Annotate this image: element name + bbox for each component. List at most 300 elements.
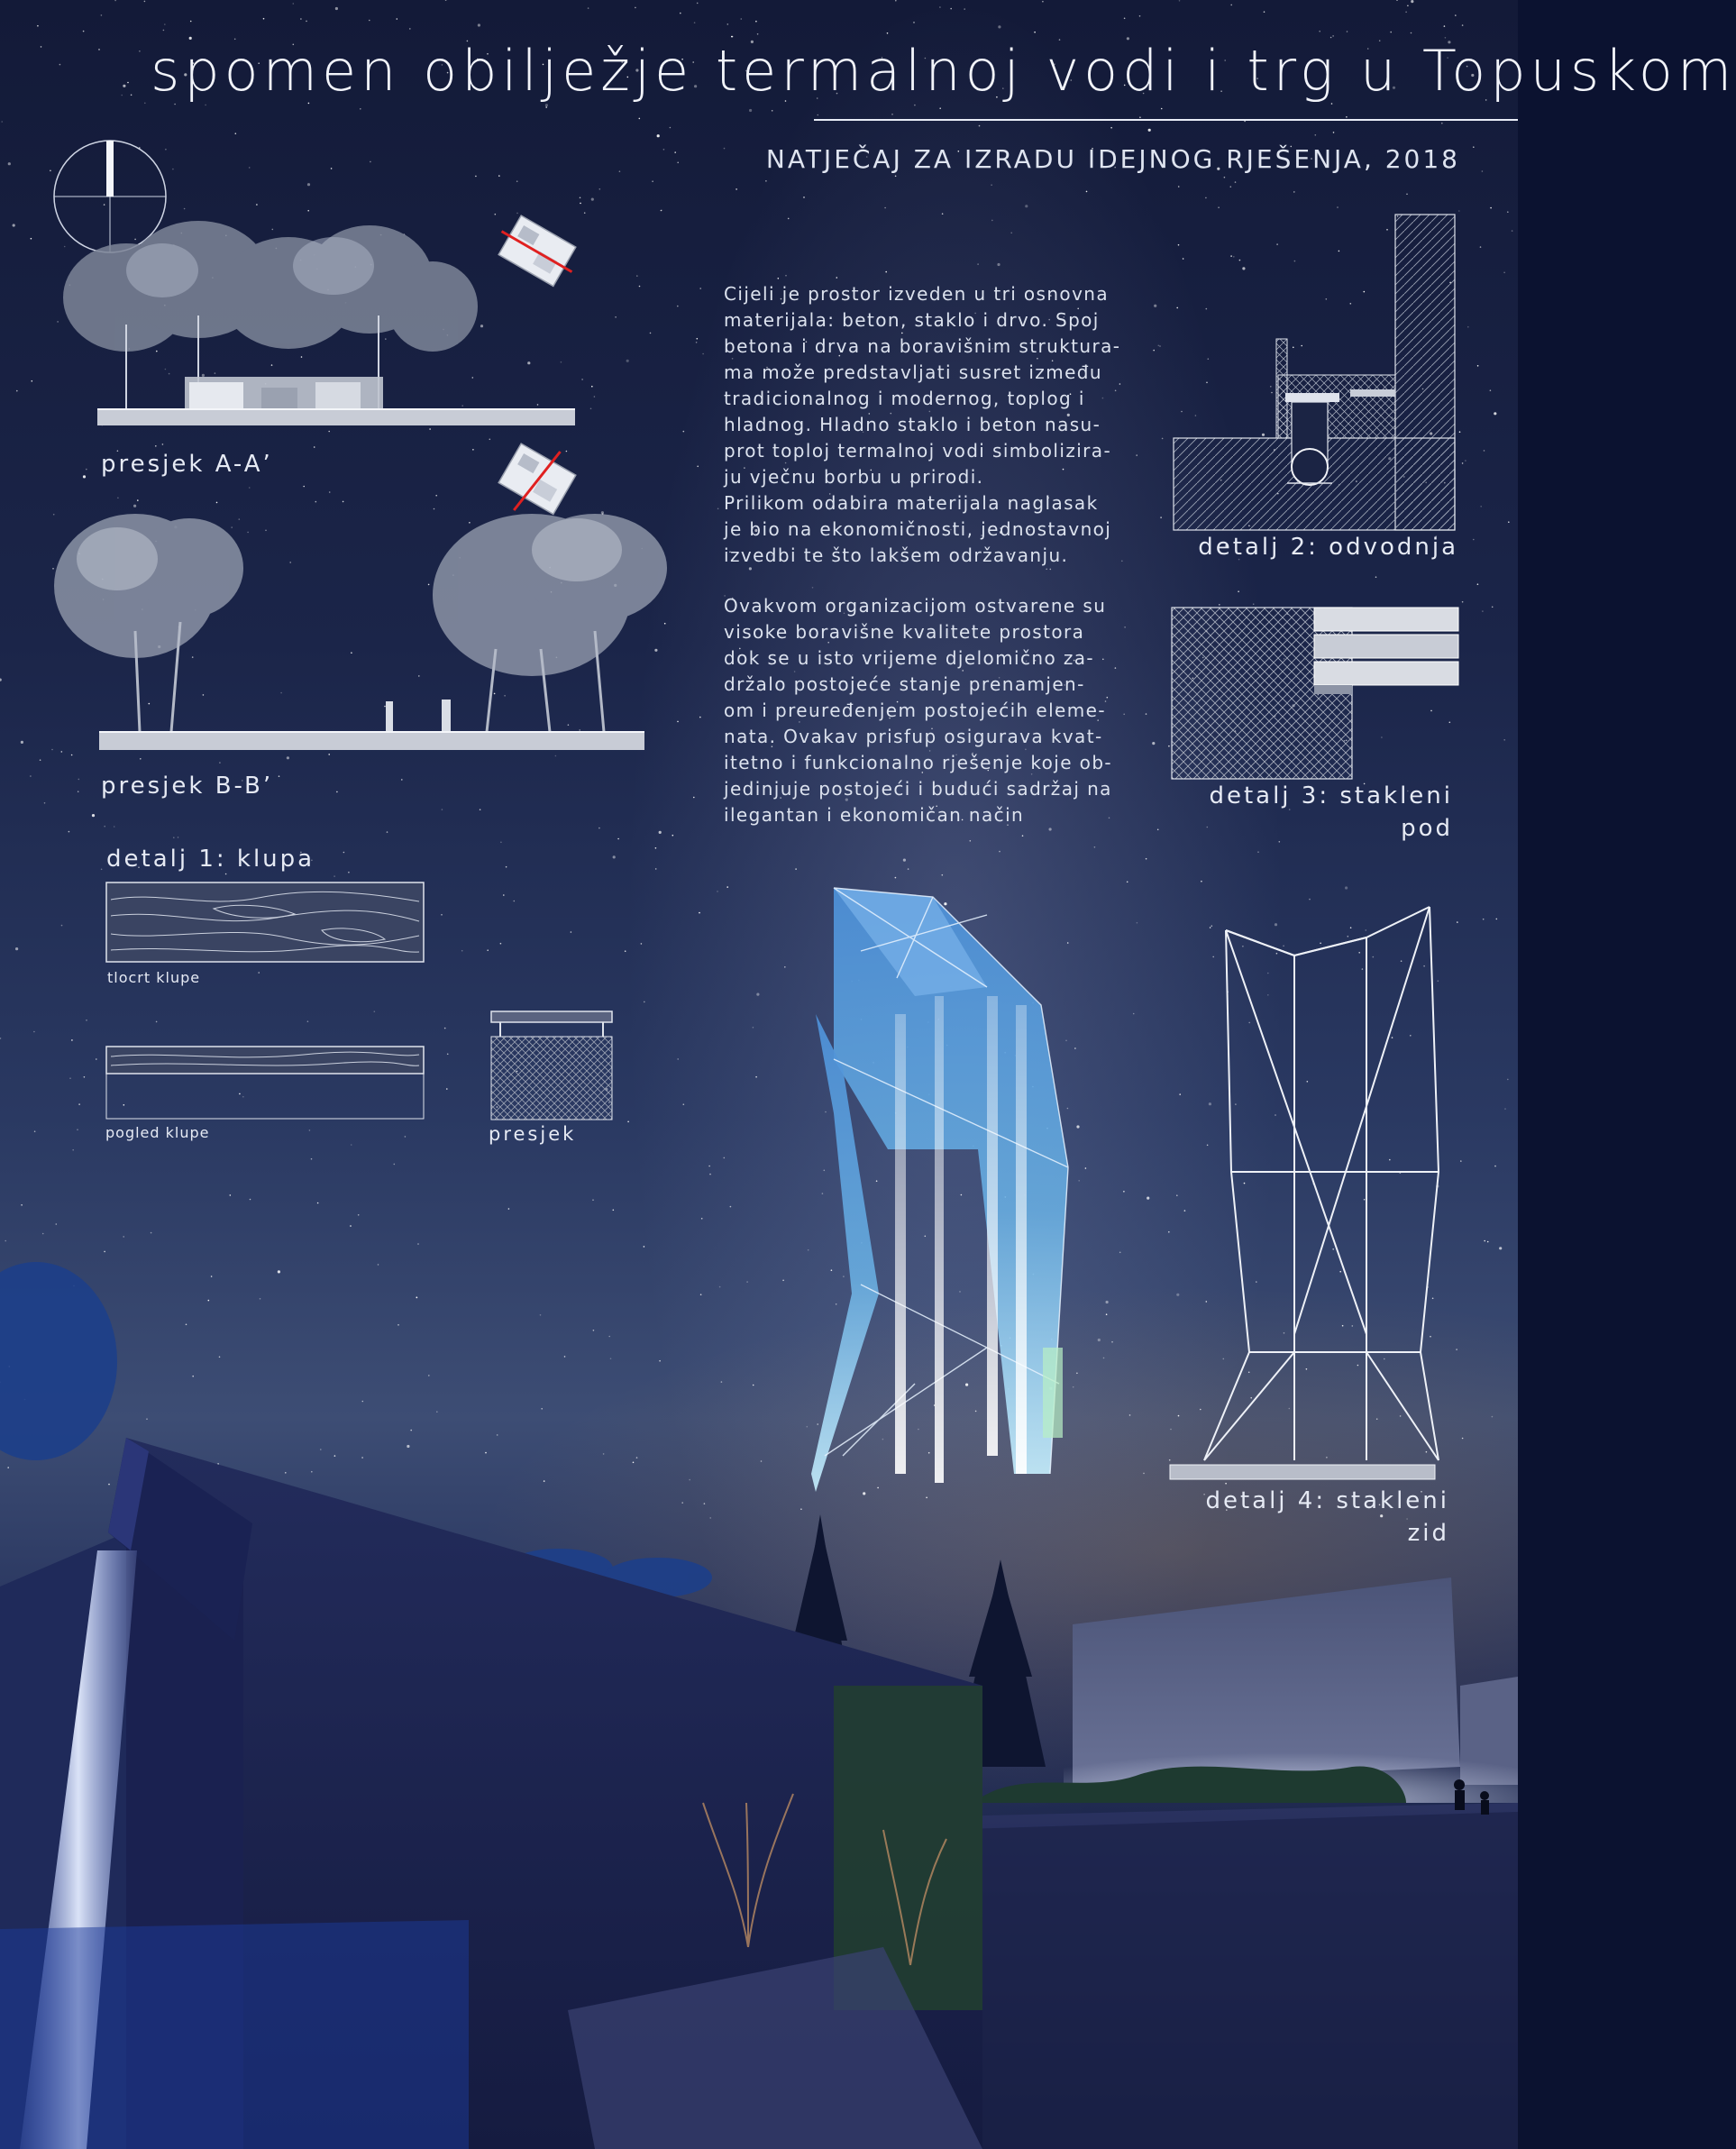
- star: [717, 891, 718, 892]
- star: [1337, 206, 1339, 208]
- star: [351, 1144, 352, 1146]
- star: [997, 263, 1000, 266]
- star: [333, 875, 335, 877]
- star: [1146, 713, 1147, 715]
- star: [1490, 389, 1492, 391]
- star: [1178, 186, 1180, 187]
- star: [1153, 350, 1155, 352]
- star: [626, 360, 629, 362]
- star: [697, 338, 699, 340]
- star: [31, 238, 32, 240]
- star: [895, 176, 897, 178]
- star: [1115, 390, 1117, 392]
- star: [699, 912, 700, 914]
- star: [639, 286, 641, 288]
- star: [755, 21, 757, 23]
- star: [999, 851, 1000, 853]
- star: [1477, 365, 1479, 367]
- star: [1375, 576, 1377, 578]
- bench-plan-label: tlocrt klupe: [107, 969, 201, 986]
- star: [303, 486, 305, 488]
- star: [139, 50, 141, 52]
- star: [1146, 858, 1147, 860]
- text-line: visoke boravišne kvalitete prostora: [724, 621, 1085, 643]
- star: [444, 1028, 446, 1029]
- star: [727, 23, 729, 25]
- star: [72, 1149, 74, 1151]
- star: [939, 6, 941, 8]
- star: [1152, 742, 1155, 745]
- text-line: nata. Ovakav prisfup osigurava kvat-: [724, 726, 1103, 747]
- star: [506, 866, 507, 868]
- star: [1179, 0, 1181, 2]
- star: [205, 105, 206, 106]
- star: [41, 46, 42, 48]
- star: [617, 838, 619, 840]
- star: [387, 831, 388, 833]
- star: [887, 32, 889, 34]
- star: [163, 30, 165, 32]
- star: [1224, 177, 1226, 178]
- star: [32, 380, 33, 382]
- star: [613, 1210, 615, 1212]
- star: [1230, 5, 1232, 6]
- star: [979, 125, 981, 127]
- star: [696, 342, 698, 343]
- star: [1293, 191, 1295, 193]
- star: [1390, 32, 1392, 33]
- star: [1010, 233, 1012, 234]
- star: [1319, 31, 1320, 32]
- detail-4-label-line-2: zid: [1407, 1520, 1449, 1547]
- section-a-label: presjek A-A’: [101, 451, 273, 478]
- star: [445, 0, 447, 1]
- star: [350, 1225, 352, 1227]
- star: [635, 7, 636, 9]
- star: [1462, 601, 1464, 603]
- star: [697, 3, 699, 5]
- star: [1484, 450, 1485, 452]
- star: [307, 210, 309, 212]
- text-line: je bio na ekonomičnosti, jednostavnoj: [724, 518, 1112, 540]
- star: [314, 446, 315, 448]
- star: [1025, 205, 1028, 207]
- star: [709, 1174, 711, 1175]
- star: [1457, 921, 1458, 923]
- star: [1458, 210, 1460, 212]
- star: [397, 18, 398, 20]
- star: [1496, 919, 1498, 920]
- star: [1147, 1197, 1149, 1200]
- star: [59, 64, 61, 66]
- star: [1159, 345, 1161, 347]
- glass-wall-detail-drawing: [1168, 901, 1439, 1487]
- star: [592, 1199, 594, 1201]
- star: [151, 1232, 152, 1234]
- star: [964, 8, 965, 10]
- star: [1158, 345, 1160, 347]
- text-line: itetno i funkcionalno rješenje koje ob-: [724, 752, 1113, 773]
- star: [726, 886, 728, 888]
- star: [514, 901, 516, 902]
- text-line: betona i drva na boravišnim struktura-: [724, 335, 1121, 357]
- star: [329, 491, 331, 493]
- star: [96, 1058, 97, 1060]
- star: [1347, 31, 1348, 32]
- star: [1205, 197, 1207, 199]
- star: [348, 872, 350, 873]
- star: [908, 868, 909, 870]
- star: [83, 475, 86, 478]
- glass-sculpture-render: [807, 879, 1095, 1510]
- star: [788, 218, 790, 220]
- star: [1123, 1191, 1125, 1193]
- star: [293, 3, 295, 5]
- star: [836, 277, 838, 279]
- star: [1484, 1240, 1485, 1242]
- star: [644, 1001, 645, 1003]
- star: [250, 1199, 251, 1201]
- star: [625, 950, 626, 952]
- star: [317, 1203, 319, 1204]
- star: [374, 1010, 376, 1012]
- star: [16, 390, 18, 392]
- star: [1148, 129, 1151, 132]
- star: [1133, 1013, 1135, 1015]
- star: [56, 1223, 58, 1225]
- title-underline: [0, 115, 1518, 124]
- text-line: izvedbi te što lakšem održavanju.: [724, 544, 1069, 566]
- star: [1309, 899, 1311, 901]
- star: [307, 183, 310, 186]
- star: [1482, 610, 1484, 612]
- star: [114, 0, 116, 1]
- star: [71, 1039, 73, 1041]
- star: [677, 1058, 679, 1060]
- star: [599, 188, 601, 190]
- text-line: dok se u isto vrijeme djelomično za-: [724, 647, 1095, 669]
- star: [1483, 919, 1485, 920]
- star: [480, 809, 481, 810]
- star: [37, 25, 39, 27]
- text-line: ju vječnu borbu u prirodi.: [724, 466, 984, 488]
- text-line: Cijeli je prostor izveden u tri osnovna: [724, 283, 1110, 305]
- star: [249, 167, 251, 169]
- star: [757, 33, 759, 35]
- star: [104, 1251, 105, 1253]
- star: [309, 1129, 311, 1131]
- star: [1455, 14, 1457, 16]
- star: [405, 1136, 407, 1138]
- bench-view-label: pogled klupe: [105, 1124, 210, 1141]
- star: [13, 224, 15, 226]
- star: [498, 175, 500, 177]
- drainage-detail-drawing: [1170, 213, 1476, 537]
- star: [123, 85, 125, 87]
- star: [1124, 626, 1126, 628]
- star: [1124, 18, 1126, 20]
- detail-1-label: detalj 1: klupa: [106, 846, 315, 873]
- star: [644, 1246, 645, 1248]
- star: [1345, 886, 1348, 889]
- star: [1405, 12, 1407, 14]
- section-a-drawing: [45, 216, 604, 433]
- star: [1503, 739, 1505, 741]
- text-line: prot toploj termalnoj vodi simbolizira-: [724, 440, 1112, 462]
- star: [144, 1, 146, 3]
- detail-3-label-line-1: detalj 3: stakleni: [1209, 782, 1453, 809]
- star: [1460, 1160, 1462, 1162]
- star: [627, 1121, 629, 1123]
- star: [34, 1130, 36, 1132]
- star: [472, 449, 474, 451]
- text-line: tradicionalnog i modernog, toplog i: [724, 388, 1085, 409]
- star: [1279, 841, 1281, 843]
- star: [1119, 383, 1121, 385]
- star: [950, 8, 952, 10]
- star: [336, 791, 338, 793]
- star: [5, 1240, 6, 1242]
- star: [343, 852, 345, 854]
- star: [1042, 1, 1044, 3]
- text-line: om i preuređenjem postojećih eleme-: [724, 700, 1106, 721]
- star: [694, 22, 696, 23]
- star: [370, 161, 371, 163]
- star: [724, 148, 726, 150]
- star: [279, 775, 280, 777]
- star: [475, 176, 477, 178]
- star: [306, 21, 307, 23]
- star: [1490, 207, 1492, 209]
- text-line: ma može predstavljati susret između: [724, 361, 1102, 383]
- star: [144, 103, 146, 105]
- star: [680, 13, 681, 14]
- star: [61, 925, 63, 927]
- star: [69, 1077, 71, 1079]
- star: [677, 306, 679, 307]
- star: [778, 278, 780, 279]
- star: [795, 868, 797, 870]
- star: [939, 107, 941, 109]
- bench-section-label: presjek: [489, 1123, 577, 1145]
- star: [101, 14, 103, 16]
- star: [78, 1103, 80, 1105]
- star: [913, 22, 915, 23]
- description-paragraph-2: [724, 593, 1111, 828]
- star: [755, 1076, 757, 1078]
- star: [545, 106, 547, 108]
- star: [417, 1243, 419, 1245]
- star: [1508, 521, 1510, 523]
- star: [1480, 506, 1482, 508]
- star: [1492, 607, 1494, 608]
- text-line: držalo postojeće stanje prenamjen-: [724, 673, 1085, 695]
- text-line: Prilikom odabira materijala naglasak: [724, 492, 1099, 514]
- star: [613, 855, 616, 858]
- star: [942, 874, 944, 876]
- star: [1396, 0, 1398, 1]
- star: [1110, 127, 1112, 129]
- page-title: spomen obilježje termalnoj vodi i trg u Topuskom: [151, 38, 1736, 104]
- star: [914, 105, 916, 106]
- star: [500, 943, 502, 945]
- star: [1507, 1079, 1509, 1081]
- text-line: materijala: beton, staklo i drvo. Spoj: [724, 309, 1100, 331]
- star: [693, 797, 695, 799]
- star: [442, 809, 443, 810]
- star: [8, 162, 11, 165]
- star: [636, 275, 638, 277]
- star: [0, 1038, 1, 1039]
- text-line: Ovakvom organizacijom ostvarene su: [724, 595, 1107, 617]
- star: [699, 288, 701, 289]
- star: [1411, 0, 1413, 3]
- star: [885, 271, 887, 273]
- star: [1473, 146, 1475, 148]
- star: [503, 894, 505, 896]
- star: [1218, 206, 1220, 208]
- star: [641, 943, 643, 945]
- star: [1257, 851, 1259, 853]
- star: [1333, 132, 1335, 133]
- star: [1238, 590, 1239, 592]
- star: [571, 931, 572, 933]
- star: [657, 134, 660, 137]
- star: [615, 316, 617, 318]
- star: [508, 1208, 510, 1210]
- star: [1480, 246, 1482, 248]
- star: [942, 213, 944, 215]
- star: [697, 466, 699, 468]
- star: [1162, 438, 1164, 440]
- star: [516, 180, 518, 182]
- star: [588, 7, 589, 9]
- star: [190, 21, 192, 23]
- star: [162, 444, 164, 445]
- star: [77, 1129, 78, 1130]
- star: [86, 1020, 87, 1021]
- star: [753, 1027, 754, 1029]
- star: [970, 840, 972, 842]
- star: [661, 210, 662, 212]
- star: [1477, 583, 1479, 585]
- star: [331, 168, 333, 169]
- star: [69, 831, 70, 833]
- star: [1022, 835, 1024, 837]
- star: [1086, 191, 1088, 193]
- detail-2-label: detalj 2: odvodnja: [1198, 534, 1458, 561]
- star: [249, 487, 251, 489]
- star: [83, 31, 85, 32]
- star: [1235, 181, 1237, 183]
- star: [1137, 922, 1138, 924]
- star: [1154, 305, 1156, 307]
- star: [991, 184, 992, 186]
- star: [784, 966, 786, 968]
- star: [663, 149, 665, 151]
- star: [677, 162, 679, 164]
- star: [977, 263, 979, 265]
- star: [258, 972, 260, 974]
- star: [358, 1214, 360, 1216]
- star: [104, 826, 105, 828]
- star: [1482, 170, 1484, 172]
- star: [84, 1076, 86, 1078]
- star: [500, 842, 502, 844]
- star: [701, 1218, 703, 1220]
- star: [683, 431, 685, 433]
- section-b-drawing: [36, 496, 685, 766]
- star: [655, 847, 657, 849]
- detail-3-label-line-2: pod: [1401, 815, 1453, 842]
- star: [1462, 24, 1464, 26]
- star: [670, 127, 672, 129]
- star: [730, 1206, 732, 1208]
- star: [659, 831, 662, 834]
- star: [1230, 186, 1232, 187]
- star: [21, 741, 23, 744]
- star: [1494, 412, 1496, 415]
- star: [184, 208, 186, 210]
- star: [487, 949, 489, 951]
- star: [173, 837, 175, 838]
- star: [749, 109, 752, 112]
- star: [1136, 454, 1138, 456]
- star: [263, 18, 265, 20]
- star: [441, 914, 443, 916]
- star: [903, 859, 906, 862]
- star: [717, 508, 719, 510]
- star: [92, 814, 95, 817]
- star: [708, 1166, 710, 1167]
- bench-plan-drawing: [105, 882, 430, 967]
- star: [446, 1088, 448, 1090]
- star: [1207, 827, 1209, 828]
- star: [674, 151, 676, 153]
- text-line: hladnog. Hladno staklo i beton nasu-: [724, 414, 1101, 435]
- star: [1115, 667, 1117, 669]
- star: [545, 104, 548, 106]
- star: [123, 1236, 124, 1238]
- star: [1119, 1252, 1121, 1254]
- star: [998, 25, 1000, 28]
- star: [1503, 272, 1505, 274]
- star: [33, 1031, 35, 1033]
- bench-view-drawing: [105, 1046, 430, 1122]
- star: [101, 869, 103, 871]
- star: [44, 802, 46, 804]
- star: [1406, 194, 1408, 196]
- star: [580, 203, 581, 205]
- star: [1411, 32, 1412, 34]
- star: [1487, 1241, 1489, 1243]
- star: [785, 275, 787, 277]
- star: [86, 469, 87, 471]
- detail-4-label-line-1: detalj 4: stakleni: [1205, 1487, 1449, 1514]
- star: [447, 1054, 449, 1056]
- star: [230, 1194, 232, 1196]
- star: [156, 1021, 158, 1023]
- star: [1512, 230, 1513, 232]
- star: [478, 23, 480, 26]
- star: [1494, 1166, 1496, 1167]
- star: [812, 587, 814, 589]
- star: [702, 353, 704, 355]
- star: [756, 993, 759, 996]
- glass-floor-detail-drawing: [1170, 604, 1467, 784]
- star: [300, 18, 302, 20]
- star: [78, 791, 79, 792]
